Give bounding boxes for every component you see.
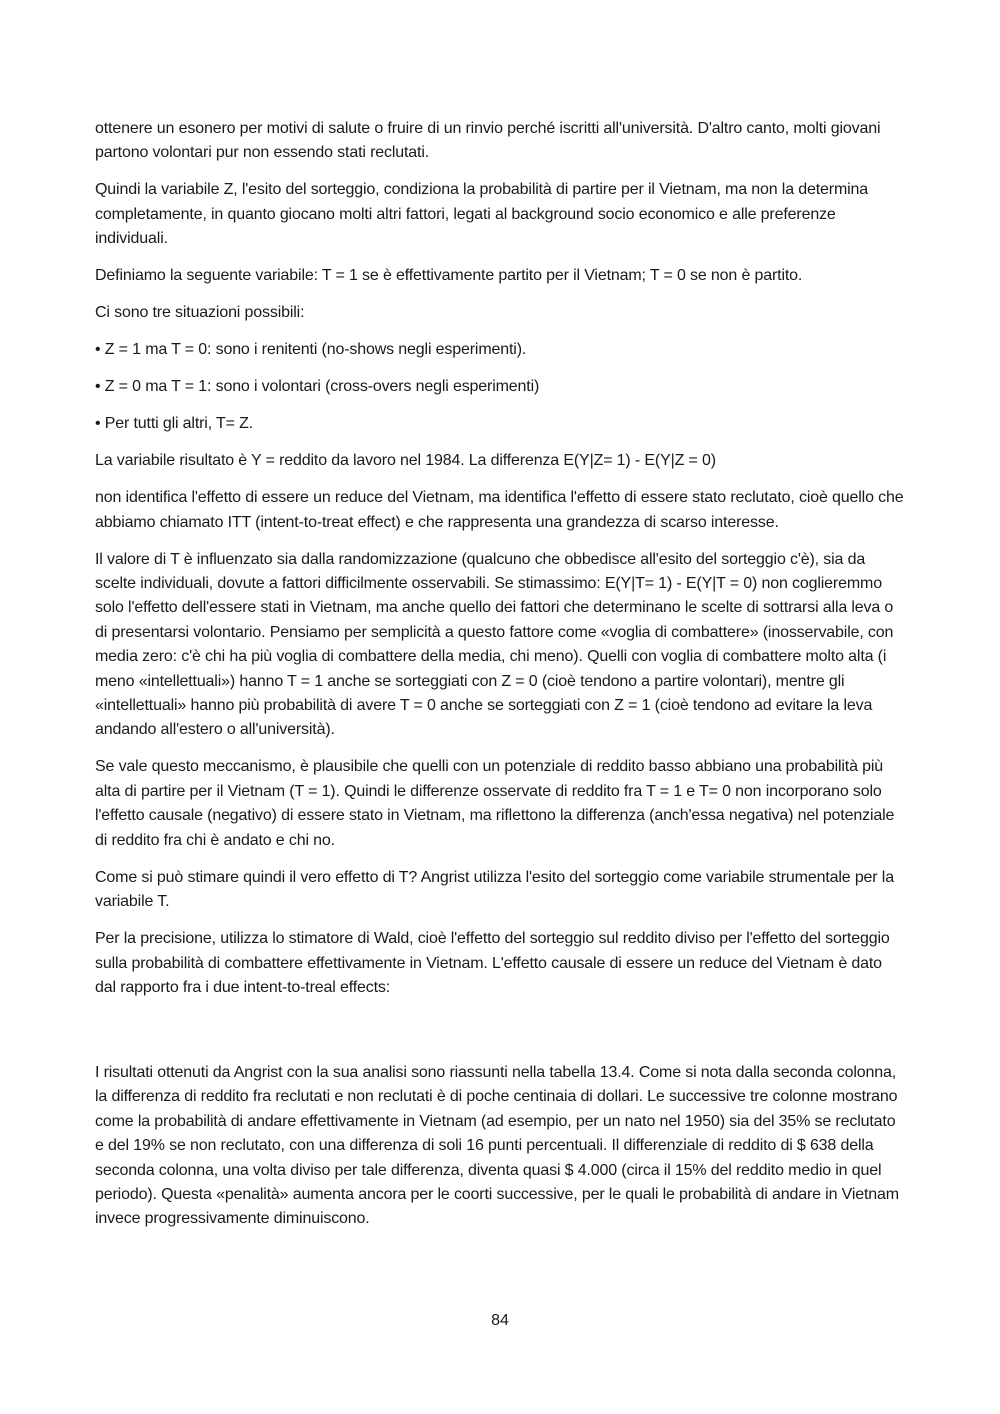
paragraph-three-situations: Ci sono tre situazioni possibili: <box>95 304 305 322</box>
paragraph-itt: non identifica l'effetto di essere un reduce del Vietnam, ma identifica l'effetto di essere stato reclutato, cioè quello che abbiamo chiamato ITT (intent-to-treat effect) e che rappresenta una grandezza di scarso interesse. <box>95 489 904 531</box>
bullet-others: • Per tutti gli altri, T= Z. <box>95 415 254 433</box>
page-body <box>95 117 907 1244</box>
formula-placeholder <box>95 1013 907 1061</box>
paragraph-outcome-variable: La variabile risultato è Y = reddito da lavoro nel 1984. La differenza E(Y|Z= 1) - E(Y|Z = 0) <box>95 452 716 470</box>
bullet-no-shows: • Z = 1 ma T = 0: sono i renitenti (no-shows negli esperimenti). <box>95 341 527 359</box>
paragraph-mechanism: Se vale questo meccanismo, è plausibile che quelli con un potenziale di reddito basso abbiano una probabilità più alta di partire per il Vietnam (T = 1). Quindi le differenze osservate di reddito fra T = 1 e T= 0 non incorporano solo l'effetto causale (negativo) di essere stato in Vietnam, ma riflettono la differenza (anch'essa negativa) nel potenziale di reddito fra chi è andato e chi no. <box>95 758 895 849</box>
paragraph-define-t: Definiamo la seguente variabile: T = 1 se è effettivamente partito per il Vietnam; T = 0 se non è partito. <box>95 267 803 285</box>
paragraph-selection: Il valore di T è influenzato sia dalla randomizzazione (qualcuno che obbedisce all'esito del sorteggio c'è), sia da scelte individuali, dovute a fattori difficilmente osservabili. Se stimassimo: E(Y|T= 1) - E(Y|T = 0) non coglieremmo solo l'effetto dell'essere stati in Vietnam, ma anche quello dei fattori che determinano le scelte di sottrarsi alla leva o di presentarsi volontario. Pensiamo per semplicità a questo fattore come «voglia di combattere» (inosservabile, con media zero: c'è chi ha più voglia di combattere della media, chi meno). Quelli con voglia di combattere molto alta (i meno «intellettuali») hanno T = 1 anche se sorteggiati con Z = 0 (cioè tendono a partire volontari), mentre gli «intellettuali» hanno più probabilità di avere T = 0 anche se sorteggiati con Z = 1 (cioè tendono ad evitare la leva andando all'estero o all'università). <box>95 550 894 739</box>
bullet-cross-overs: • Z = 0 ma T = 1: sono i volontari (cross-overs negli esperimenti) <box>95 378 540 396</box>
page-number: 84 <box>491 1312 509 1329</box>
paragraph-exemption: ottenere un esonero per motivi di salute o fruire di un rinvio perché iscritti all'università. D'altro canto, molti giovani partono volontari pur non essendo stati reclutati. <box>95 120 881 162</box>
paragraph-wald: Per la precisione, utilizza lo stimatore di Wald, cioè l'effetto del sorteggio sul reddito diviso per l'effetto del sorteggio sulla probabilità di combattere effettivamente in Vietnam. L'effetto causale di essere un reduce del Vietnam è dato dal rapporto fra i due intent-to-treal effects: <box>95 930 890 996</box>
paragraph-results: I risultati ottenuti da Angrist con la sua analisi sono riassunti nella tabella 13.4. Come si nota dalla seconda colonna, la differenza di reddito fra reclutati e non reclutati è di poche centinaia di dollari. Le successive tre colonne mostrano come la probabilità di andare effettivamente in Vietnam (ad esempio, per un nato nel 1950) sia del 35% se reclutato e del 19% se non reclutato, con una differenza di soli 16 punti percentuali. Il differenziale di reddito di $ 638 della seconda colonna, una volta diviso per tale differenza, diventa quasi $ 4.000 (circa il 15% del reddito medio in quel periodo). Questa «penalità» aumenta ancora per le coorti successive, per le quali le probabilità di andare in Vietnam invece progressivamente diminuiscono. <box>95 1063 899 1228</box>
paragraph-variable-z: Quindi la variabile Z, l'esito del sorteggio, condiziona la probabilità di partire per il Vietnam, ma non la determina completamente, in quanto giocano molti altri fattori, legati al background socio economico e alle preferenze individuali. <box>95 181 869 248</box>
paragraph-instrument: Come si può stimare quindi il vero effetto di T? Angrist utilizza l'esito del sorteggio come variabile strumentale per la variabile T. <box>95 868 894 911</box>
